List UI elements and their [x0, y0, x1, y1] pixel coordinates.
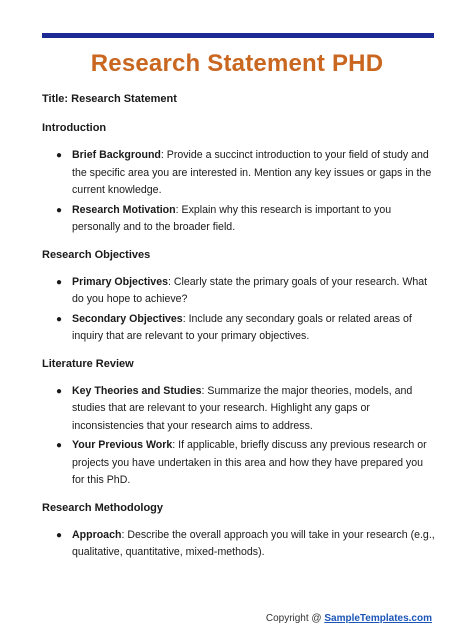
item-text: : Include any secondary goals or related areas of inquiry that are relevant to your primary objectives.: [72, 312, 412, 342]
section-research-methodology: [42, 501, 434, 562]
item-term: Key Theories and Studies: [72, 384, 202, 397]
list-item: [42, 147, 437, 200]
copyright-prefix: Copyright @: [265, 613, 325, 624]
bullet-icon: ●: [56, 529, 63, 541]
list-item: [42, 274, 437, 309]
bullet-icon: ●: [56, 313, 63, 325]
document-body: [42, 92, 434, 573]
item-term: Your Previous Work: [72, 439, 173, 451]
section-heading: Literature Review: [42, 357, 134, 370]
list-item: [42, 437, 437, 490]
bullet-icon: ●: [56, 385, 63, 397]
section-research-objectives: [42, 248, 434, 346]
list-item: [42, 202, 437, 237]
item-term: Research Motivation: [72, 203, 176, 216]
item-text: : Describe the overall approach you will take in your research (e.g., qualitative, quantitative, mixed-methods).: [72, 528, 435, 558]
section-literature-review: [42, 357, 434, 490]
top-rule: [42, 33, 434, 38]
list-item: [42, 311, 437, 346]
section-heading: Introduction: [42, 122, 107, 134]
item-term: Secondary Objectives: [72, 312, 183, 325]
item-term: Primary Objectives: [72, 275, 168, 288]
item-text: : Provide a succinct introduction to your field of study and the specific area you are interested in. Mention any key issues or gaps in the current knowledge.: [72, 149, 432, 196]
bullet-icon: ●: [56, 204, 63, 216]
copyright-footer: [266, 613, 432, 624]
section-heading: Research Methodology: [42, 501, 164, 514]
section-heading: Research Objectives: [42, 248, 151, 261]
item-text: : Clearly state the primary goals of your research. What do you hope to achieve?: [72, 275, 428, 305]
bullet-icon: ●: [56, 150, 63, 161]
item-term: Brief Background: [72, 149, 161, 161]
item-term: Approach: [72, 528, 122, 541]
bullet-icon: ●: [56, 276, 63, 288]
item-text: : If applicable, briefly discuss any previous research or projects you have undertaken in this area and how they have prepared you for this PhD.: [72, 439, 427, 486]
title-line: Title: Research Statement: [42, 93, 177, 105]
brand-link[interactable]: SampleTemplates.com: [324, 613, 432, 624]
item-text: : Explain why this research is important to you personally and to the broader field.: [72, 203, 392, 233]
section-introduction: [42, 121, 434, 237]
document-title: Research Statement PHD: [90, 50, 384, 77]
list-item: [42, 527, 437, 562]
bullet-icon: ●: [56, 440, 63, 451]
list-item: [42, 383, 437, 436]
item-text: : Summarize the major theories, models, and studies that are relevant to your research. Highlight any gaps or inconsistencies that your research aims to address.: [72, 384, 413, 432]
